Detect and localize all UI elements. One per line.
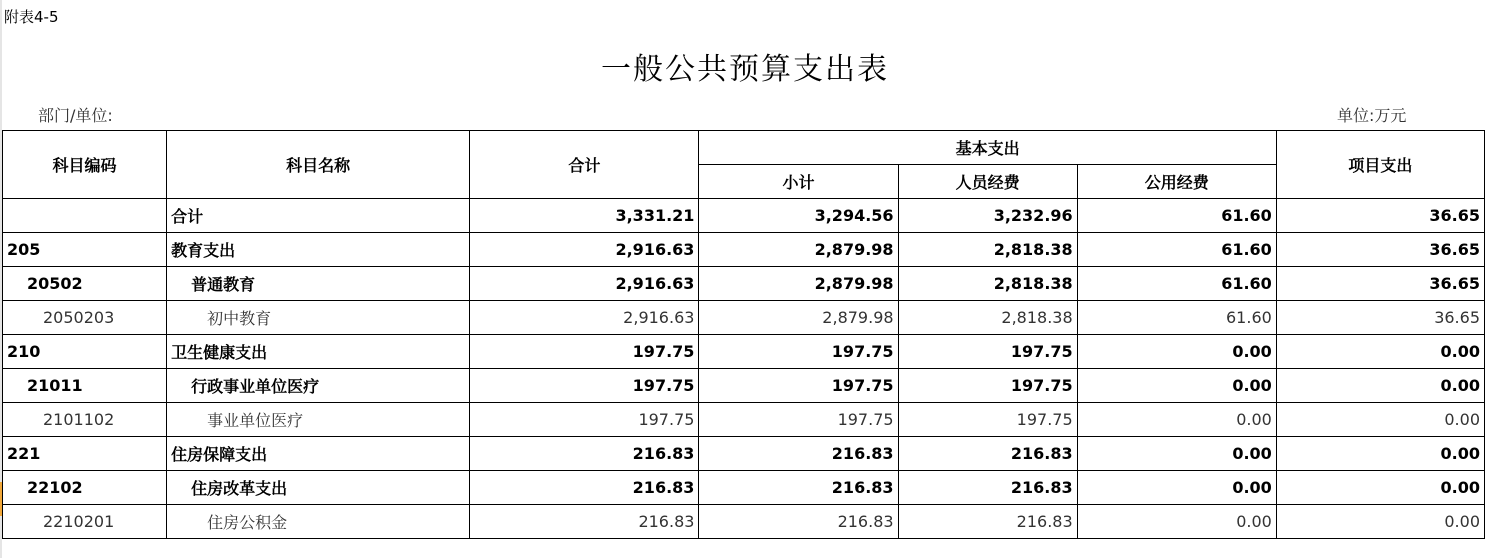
cell-subtotal: 216.83 — [699, 437, 898, 471]
table-row — [3, 471, 1485, 505]
cell-public: 0.00 — [1077, 471, 1276, 505]
table-row — [3, 199, 1485, 233]
unit-label: 单位:万元 — [1337, 106, 1407, 125]
cell-personnel: 197.75 — [898, 403, 1077, 437]
header-public: 公用经费 — [1077, 165, 1276, 199]
cell-personnel: 3,232.96 — [898, 199, 1077, 233]
cell-code: 2101102 — [3, 403, 167, 437]
cell-personnel: 216.83 — [898, 471, 1077, 505]
cell-total: 197.75 — [470, 335, 699, 369]
cell-public: 61.60 — [1077, 301, 1276, 335]
cell-name: 住房保障支出 — [167, 437, 470, 471]
cell-subtotal: 216.83 — [699, 505, 898, 539]
cell-code: 2050203 — [3, 301, 167, 335]
cell-code: 221 — [3, 437, 167, 471]
cell-public: 61.60 — [1077, 267, 1276, 301]
page-title: 一般公共预算支出表 — [601, 52, 889, 87]
table-row — [3, 505, 1485, 539]
cell-name: 事业单位医疗 — [167, 403, 470, 437]
cell-public: 61.60 — [1077, 233, 1276, 267]
cell-total: 2,916.63 — [470, 233, 699, 267]
cell-total: 216.83 — [470, 505, 699, 539]
table-row — [3, 267, 1485, 301]
header-personnel: 人员经费 — [898, 165, 1077, 199]
cell-total: 216.83 — [470, 437, 699, 471]
cell-project: 0.00 — [1276, 437, 1484, 471]
cell-subtotal: 2,879.98 — [699, 267, 898, 301]
cell-project: 0.00 — [1276, 403, 1484, 437]
cell-name: 教育支出 — [167, 233, 470, 267]
header-code: 科目编码 — [3, 131, 167, 199]
cell-code: 2210201 — [3, 505, 167, 539]
cell-project: 0.00 — [1276, 369, 1484, 403]
header-subtotal: 小计 — [699, 165, 898, 199]
header-basic: 基本支出 — [699, 131, 1276, 165]
table-row — [3, 301, 1485, 335]
attachment-label: 附表4-5 — [4, 8, 59, 26]
cell-personnel: 2,818.38 — [898, 233, 1077, 267]
cell-total: 2,916.63 — [470, 267, 699, 301]
cell-subtotal: 197.75 — [699, 335, 898, 369]
cell-project: 0.00 — [1276, 471, 1484, 505]
cell-personnel: 2,818.38 — [898, 267, 1077, 301]
cell-personnel: 216.83 — [898, 505, 1077, 539]
cell-name: 合计 — [167, 199, 470, 233]
cell-subtotal: 197.75 — [699, 369, 898, 403]
cell-subtotal: 216.83 — [699, 471, 898, 505]
cell-code: 21011 — [3, 369, 167, 403]
cell-public: 61.60 — [1077, 199, 1276, 233]
cell-code: 205 — [3, 233, 167, 267]
cell-personnel: 197.75 — [898, 369, 1077, 403]
cell-personnel: 2,818.38 — [898, 301, 1077, 335]
cell-public: 0.00 — [1077, 505, 1276, 539]
cell-public: 0.00 — [1077, 369, 1276, 403]
cell-public: 0.00 — [1077, 403, 1276, 437]
cell-code: 22102 — [3, 471, 167, 505]
cell-project: 0.00 — [1276, 335, 1484, 369]
table-row — [3, 369, 1485, 403]
cell-total: 197.75 — [470, 369, 699, 403]
cell-public: 0.00 — [1077, 335, 1276, 369]
cell-name: 普通教育 — [167, 267, 470, 301]
cell-subtotal: 3,294.56 — [699, 199, 898, 233]
cell-personnel: 216.83 — [898, 437, 1077, 471]
cell-project: 36.65 — [1276, 199, 1484, 233]
cell-code: 210 — [3, 335, 167, 369]
table-row — [3, 233, 1485, 267]
header-total: 合计 — [470, 131, 699, 199]
cell-code: 20502 — [3, 267, 167, 301]
cell-name: 卫生健康支出 — [167, 335, 470, 369]
cell-total: 2,916.63 — [470, 301, 699, 335]
cell-project: 36.65 — [1276, 301, 1484, 335]
cell-personnel: 197.75 — [898, 335, 1077, 369]
header-name: 科目名称 — [167, 131, 470, 199]
cell-name: 行政事业单位医疗 — [167, 369, 470, 403]
cell-project: 36.65 — [1276, 233, 1484, 267]
cell-project: 36.65 — [1276, 267, 1484, 301]
cell-project: 0.00 — [1276, 505, 1484, 539]
cell-subtotal: 2,879.98 — [699, 301, 898, 335]
budget-table — [2, 130, 1485, 539]
cell-subtotal: 197.75 — [699, 403, 898, 437]
table-row — [3, 335, 1485, 369]
cell-total: 197.75 — [470, 403, 699, 437]
table-row — [3, 403, 1485, 437]
cell-name: 住房公积金 — [167, 505, 470, 539]
cell-name: 住房改革支出 — [167, 471, 470, 505]
cell-public: 0.00 — [1077, 437, 1276, 471]
cell-subtotal: 2,879.98 — [699, 233, 898, 267]
cell-name: 初中教育 — [167, 301, 470, 335]
table-row — [3, 437, 1485, 471]
cell-total: 3,331.21 — [470, 199, 699, 233]
cell-total: 216.83 — [470, 471, 699, 505]
department-label: 部门/单位: — [38, 106, 113, 125]
header-project: 项目支出 — [1276, 131, 1484, 199]
cell-code — [3, 199, 167, 233]
